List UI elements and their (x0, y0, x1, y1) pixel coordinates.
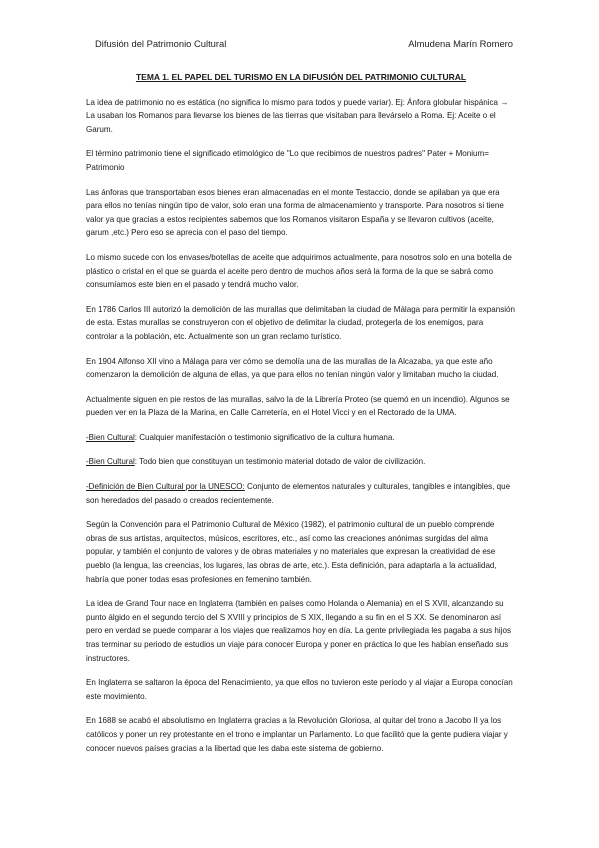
paragraph: En Inglaterra se saltaron la época del Renacimiento, ya que ellos no tuvieron este periodo y al viajar a Europa conocían este movimiento. (86, 678, 513, 701)
definition-bien-cultural-1 (86, 431, 516, 445)
paragraph: El término patrimonio tiene el significado etimológico de "Lo que recibimos de nuestros padres" Pater + Monium= Patrimonio (86, 149, 489, 172)
definition-term: -Bien Cultural (86, 457, 135, 467)
paragraph: En 1786 Carlos III autorizó la demolición de las murallas que delimitaban la ciudad de Málaga para permitir la expansión de esta. Estas murallas se construyeron con el objetivo de delimitar la ciudad, protegerla de los enemigos, para controlar a la población, etc. Actualmente son un gran reclamo turístico. (86, 304, 515, 341)
paragraph: Las ánforas que transportaban esos bienes eran almacenadas en el monte Testaccio, donde se apilaban ya que era para ellos no tenías ningún tipo de valor, solo eran una forma de almacenamiento y transporte. Para nosotros si tiene valor ya que gracias a estos recipientes sabemos que los Romanos visitaron España y se llevaron cultivos (aceite, garum ,etc.) Pero eso se aprecia con el paso del tiempo. (86, 187, 504, 238)
definition-unesco (86, 480, 516, 507)
paragraph: Actualmente siguen en pie restos de las murallas, salvo la de la Librería Proteo (se quemó en un incendio). Algunos se pueden ver en la Plaza de la Marina, en Calle Carretería, en el Hotel Vicci y en el Rectorado de la UMA. (86, 394, 510, 418)
paragraph: En 1688 se acabó el absolutismo en Inglaterra gracias a la Revolución Gloriosa, al quitar del trono a Jacobo II ya los católicos y poner un rey protestante en el trono e implantar un Parlamento. Lo que facilitó que la gente pudiera viajar y conocer nuevos países gracias a la libertad que les daba este sistema de gobierno. (86, 716, 508, 753)
definition-term: -Bien Cultural (86, 432, 135, 442)
paragraph: En 1904 Alfonso XII vino a Málaga para ver cómo se demolía una de las murallas de la Alcazaba, ya que este año comenzaron la demolición de alguna de ellas, ya que para ellos no tenían ningún valor y limitaban mucho la ciudad. (86, 356, 499, 380)
definition-term: -Definición de Bien Cultural por la UNESCO: (86, 482, 245, 492)
definition-text: : Cualquier manifestación o testimonio significativo de la cultura humana. (134, 432, 395, 442)
definition-text: : Todo bien que constituyan un testimonio material dotado de valor de civilización. (134, 457, 426, 467)
paragraph: Lo mismo sucede con los envases/botellas de aceite que adquirimos actualmente, para nosotros solo en una botella de plástico o cristal en el que se guarda el aceite pero dentro de muchos años será la forma de la que se sabrá como consumíamos este bien en el pasado y tendrá mucho valor. (86, 252, 512, 290)
definition-text: Conjunto de elementos naturales y culturales, tangibles e intangibles, que son heredados del pasado o creados recientemente. (86, 482, 511, 505)
header-course-title: Difusión del Patrimonio Cultural (95, 38, 227, 49)
definition-bien-cultural-2 (86, 455, 516, 469)
document-body (86, 71, 516, 766)
page-header (95, 38, 513, 49)
paragraph: La idea de patrimonio no es estática (no significa lo mismo para todos y puede variar). Ej: Ánfora globular hispánica → La usaban los Romanos para llevarse los bienes de las tierras que visitaban para llevárselo a Roma. Ej: Aceite o el Garum. (86, 97, 509, 134)
document-title: TEMA 1. EL PAPEL DEL TURISMO EN LA DIFUSIÓN DEL PATRIMONIO CULTURAL (135, 72, 467, 82)
paragraph: Según la Convención para el Patrimonio Cultural de México (1982), el patrimonio cultural de un pueblo comprende obras de sus artistas, arquitectos, músicos, escritores, etc., así como las creaciones anónimas surgidas del alma popular, y también el conjunto de valores y de obras materiales y no materiales que expresan la creatividad de ese pueblo (la lengua, las creencias, los lugares, las obras de arte, etc.). Esta definición, para adaptarla a la actualidad, habría que poner todas esas profesiones en femenino también. (86, 520, 497, 584)
header-author: Almudena Marín Romero (408, 38, 513, 49)
paragraph: La idea de Grand Tour nace en Inglaterra (también en países como Holanda o Alemania) en el S XVII, alcanzando su punto álgido en el segundo tercio del S XVIII y principios de S XIX, llegando a su fin en el S XX. Se denominaron así pero en verdad se puede comparar a los viajes que realizamos hoy en día. La gente privilegiada les pagaba a sus hijos tras terminar su periodo de estudios un viaje para conocer Europa y poner en práctica lo que les habían enseñado sus instructores. (86, 599, 511, 663)
